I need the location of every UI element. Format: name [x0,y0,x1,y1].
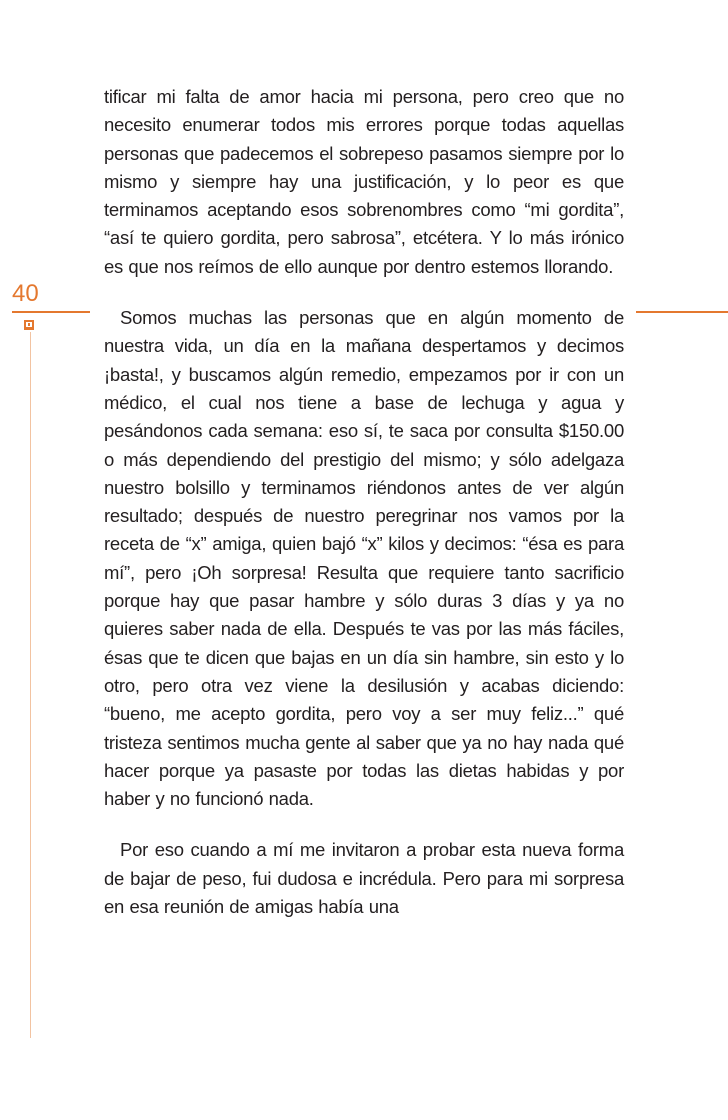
ornament-icon [24,320,34,330]
paragraph-2: Somos muchas las personas que en algún momento de nuestra vida, un día en la mañana despertamos y decimos ¡basta!, y buscamos algún remedio, empezamos por ir con un médico, el cual nos tiene a base de lechuga y agua y pesándonos cada semana: eso sí, te saca por consulta $150.00 o más dependiendo del prestigio del mismo; y sólo adelgaza nuestro bolsillo y terminamos riéndonos antes de ver algún resultado; después de nuestro peregrinar nos vamos por la receta de “x” amiga, quien bajó “x” kilos y decimos: “ésa es para mí”, pero ¡Oh sorpresa! Resulta que requiere tanto sacrificio porque hay que pasar hambre y sólo duras 3 días y ya no quieres saber nada de ella. Después te vas por las más fáciles, ésas que te dicen que bajas en un día sin hambre, sin esto y lo otro, pero otra vez viene la desilusión y acabas diciendo: “bueno, me acepto gordita, pero voy a ser muy feliz...” qué tristeza sentimos mucha gente al saber que ya no hay nada qué hacer porque ya pasaste por todas las dietas habidas y por haber y no funcionó nada. [104,307,624,810]
left-accent-rule [12,311,90,313]
text-column [104,83,624,921]
right-accent-rule [636,311,728,313]
page-number: 40 [12,280,39,307]
paragraph-1: tificar mi falta de amor hacia mi persona, pero creo que no necesito enumerar todos mis errores porque todas aquellas personas que padecemos el sobrepeso pasamos siempre por lo mismo y siempre hay una justificación, y lo peor es que terminamos aceptando esos sobrenombres como “mi gordita”, “así te quiero gordita, pero sabrosa”, etcétera. Y lo más irónico es que nos reímos de ello aunque por dentro estemos llorando. [104,86,624,277]
margin-line [30,332,31,1038]
paragraph-3: Por eso cuando a mí me invitaron a probar esta nueva forma de bajar de peso, fui dudosa e incrédula. Pero para mi sorpresa en esa reunión de amigas había una [104,839,624,918]
